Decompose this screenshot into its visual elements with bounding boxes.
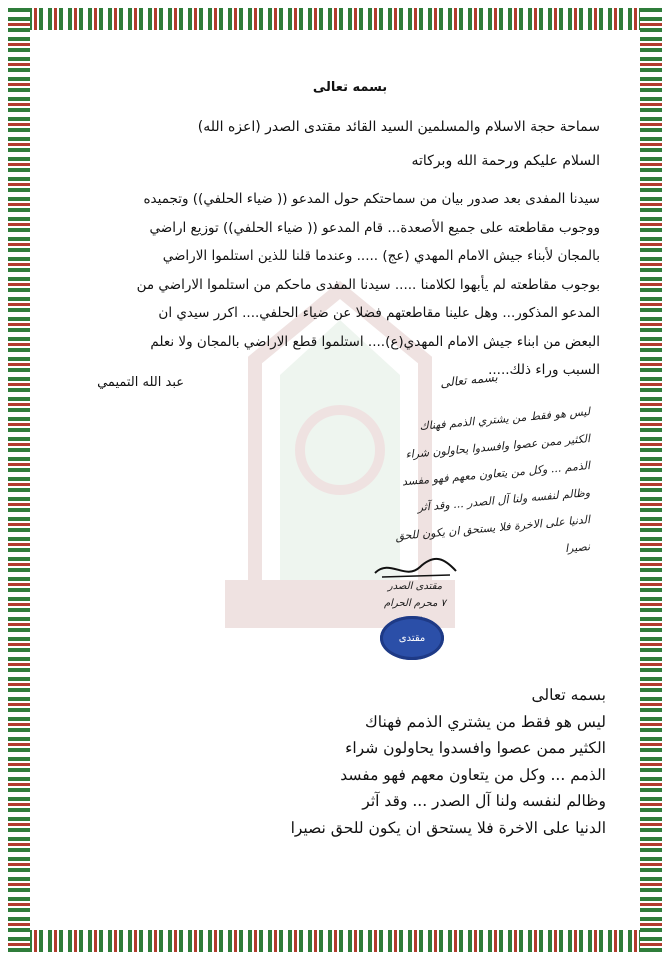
handwritten-title: بسمه تعالى: [439, 370, 499, 390]
handwritten-line: الكثير ممن عصوا وافسدوا يحاولون شراء: [404, 432, 591, 462]
handwritten-line: الذمم ... وكل من يتعاون معهم فهو مفسد: [401, 459, 591, 489]
transcription-line: الدنيا على الاخرة فلا يستحق ان يكون للحق نصيرا: [290, 818, 606, 837]
handwritten-line: الدنيا على الاخرة فلا يستحق ان يكون للحق: [394, 513, 591, 543]
letter-signer: عبد الله التميمي: [97, 375, 184, 390]
decorative-border-bottom: [8, 930, 662, 952]
letter-body-line: بالمجان لأبناء جيش الامام المهدي (عج) ..... وعندما قلنا للذين استلموا الاراضي: [162, 248, 600, 264]
decorative-border-top: [8, 8, 662, 30]
letter-basmala: بسمه تعالى: [312, 80, 388, 95]
letter-body-line: المدعو المذكور... وهل علينا مقاطعتهم فضلا عن ضياء الحلفي.... اكرر سيدي ان: [158, 305, 600, 321]
letter-body-line: بوجوب مقاطعته لم يأبهوا لكلامنا ..... سيدنا المفدى ماحكم من استلموا الاراضي من: [136, 276, 600, 293]
blue-seal-stamp: مقتدى: [380, 616, 444, 660]
transcription-line: الكثير ممن عصوا وافسدوا يحاولون شراء: [345, 739, 606, 758]
handwritten-reply: [350, 398, 590, 560]
transcription-line: الذمم ... وكل من يتعاون معهم فهو مفسد: [340, 765, 606, 784]
letter-body-line: السبب وراء ذلك.....: [488, 362, 600, 378]
handwritten-line: ليس هو فقط من يشتري الذمم فهناك: [419, 405, 591, 433]
letter-body-line: سيدنا المفدى بعد صدور بيان من سماحتكم حول المدعو (( ضياء الحلفي)) وتجميده: [143, 191, 600, 207]
letter-greeting: السلام عليكم ورحمة الله وبركاته: [411, 153, 600, 169]
transcription-line: وظالم لنفسه ولنا آل الصدر ... وقد آثر: [362, 792, 606, 811]
transcription-line: ليس هو فقط من يشتري الذمم فهناك: [365, 712, 606, 731]
decorative-border-right: [640, 8, 662, 952]
handwritten-line: وظالم لنفسه ولنا آل الصدر ... وقد آثر: [417, 486, 591, 515]
transcription-block: [166, 682, 606, 842]
handwritten-line: نصيرا: [564, 540, 591, 556]
signature-date: ٧ محرم الحرام: [383, 598, 447, 609]
letter-addressee: سماحة حجة الاسلام والمسلمين السيد القائد مقتدى الصدر (اعزه الله): [197, 119, 600, 135]
transcription-title: بسمه تعالى: [531, 686, 606, 704]
decorative-border-left: [8, 8, 30, 952]
letter-body-line: ووجوب مقاطعته على جميع الأصعدة... قام المدعو (( ضياء الحلفي)) توزيع اراضي: [149, 219, 600, 236]
letter-body: [72, 185, 600, 385]
letter-body-line: البعض من ابناء جيش الامام المهدي(ع).... استلموا قطع الاراضي بالمجان ولا نعلم: [150, 333, 600, 350]
signature-name: مقتدى الصدر: [387, 581, 443, 592]
